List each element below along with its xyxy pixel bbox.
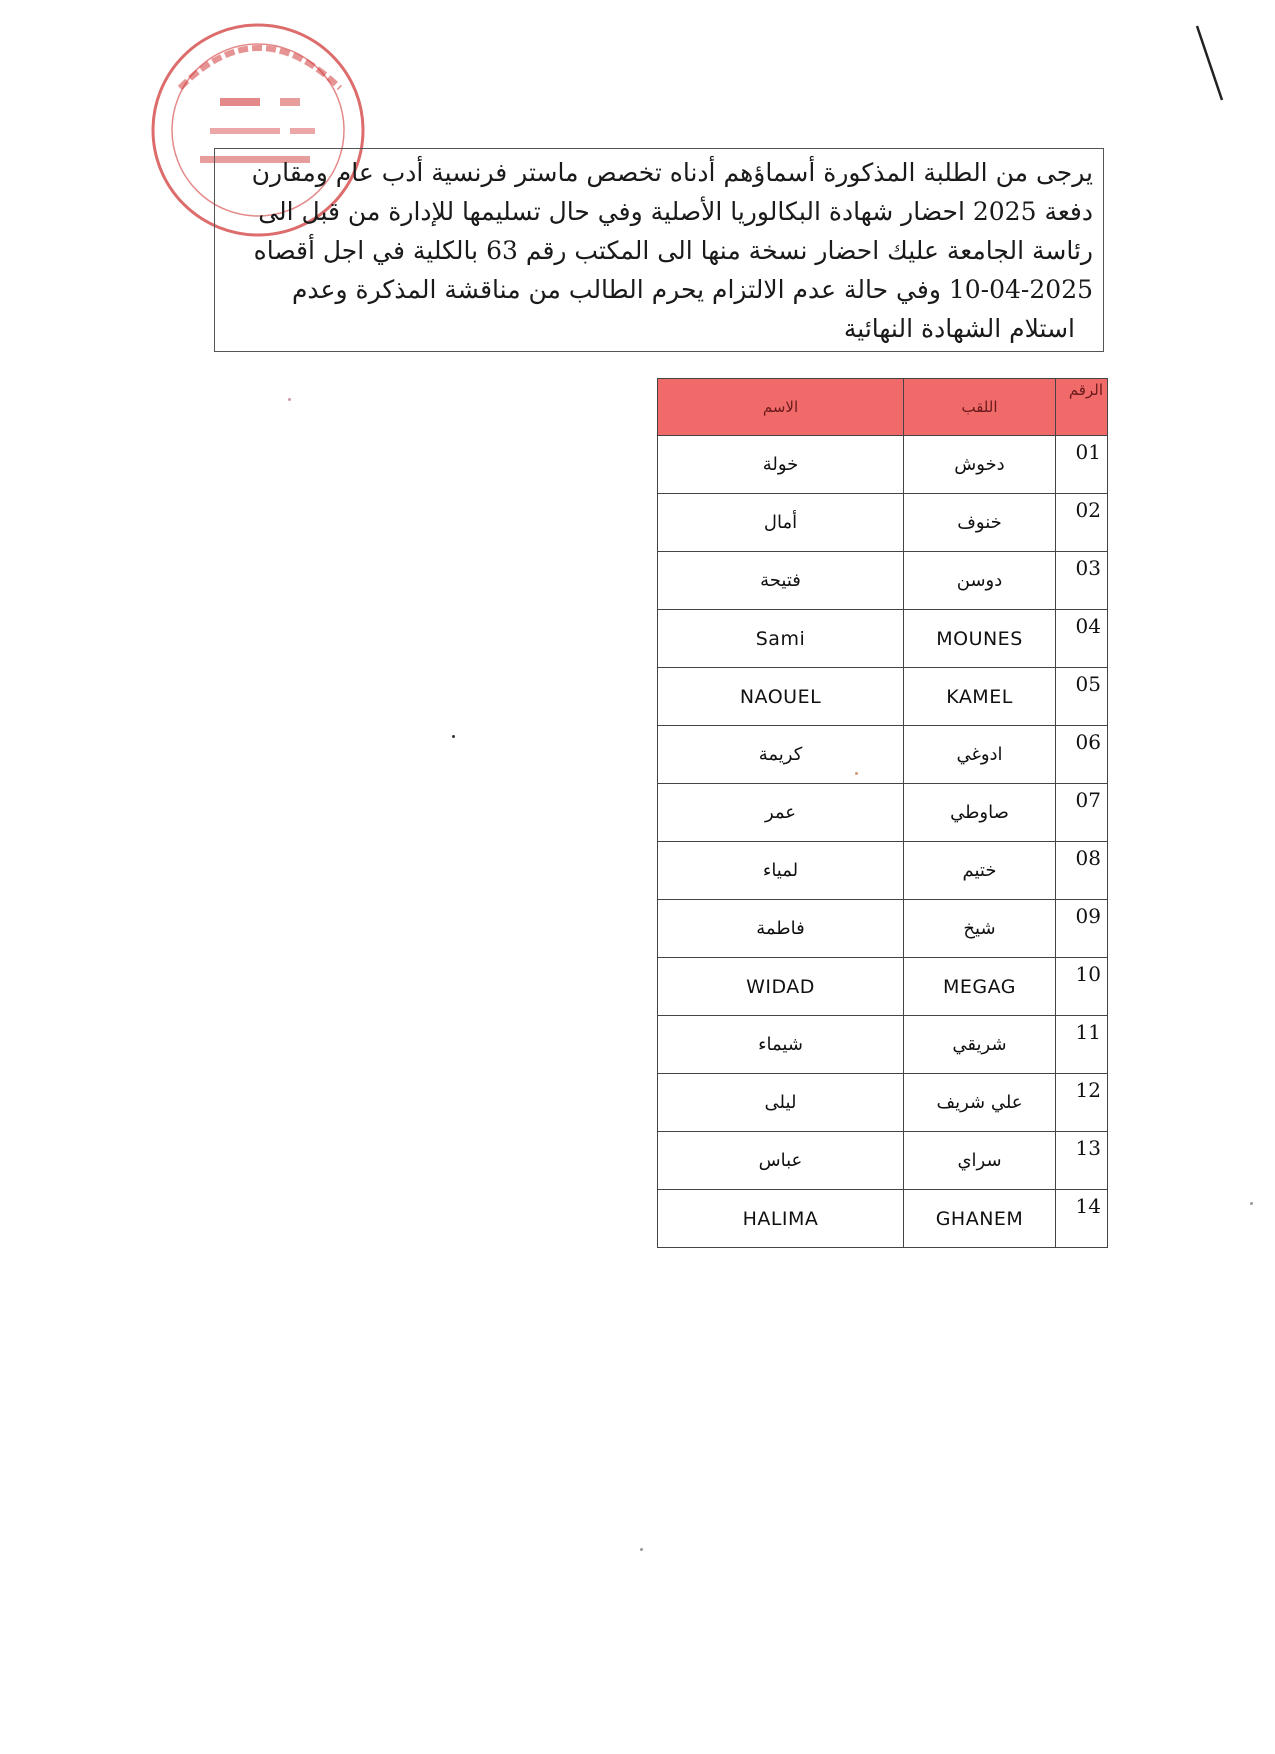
- first-name-cell: كريمة: [658, 726, 904, 784]
- row-number: 12: [1056, 1074, 1108, 1132]
- last-name-cell: MEGAG: [904, 958, 1056, 1016]
- row-number: 02: [1056, 494, 1108, 552]
- table-row: [658, 552, 1108, 610]
- notice-line: رئاسة الجامعة عليك احضار نسخة منها الى المكتب رقم 63 بالكلية في اجل أقصاه: [253, 236, 1093, 265]
- table-row: [658, 494, 1108, 552]
- scan-speck: [452, 735, 455, 738]
- header-last-name: اللقب: [904, 379, 1056, 436]
- table-row: [658, 668, 1108, 726]
- last-name-cell: شريقي: [904, 1016, 1056, 1074]
- last-name-cell: دوسن: [904, 552, 1056, 610]
- notice-text: [223, 153, 1093, 348]
- last-name-cell: MOUNES: [904, 610, 1056, 668]
- row-number: 11: [1056, 1016, 1108, 1074]
- last-name-cell: سراي: [904, 1132, 1056, 1190]
- row-number: 09: [1056, 900, 1108, 958]
- last-name-cell: علي شريف: [904, 1074, 1056, 1132]
- table-row: [658, 610, 1108, 668]
- notice-line: 10-04-2025 وفي حالة عدم الالتزام يحرم الطالب من مناقشة المذكرة وعدم: [291, 275, 1093, 304]
- first-name-cell: عباس: [658, 1132, 904, 1190]
- table-row: [658, 1074, 1108, 1132]
- row-number: 04: [1056, 610, 1108, 668]
- first-name-cell: HALIMA: [658, 1190, 904, 1248]
- notice-line: دفعة 2025 احضار شهادة البكالوريا الأصلية وفي حال تسليمها للإدارة من قبل الى: [258, 197, 1093, 226]
- last-name-cell: KAMEL: [904, 668, 1056, 726]
- table-row: [658, 436, 1108, 494]
- table-row: [658, 1132, 1108, 1190]
- first-name-cell: فتيحة: [658, 552, 904, 610]
- student-list-table: [657, 378, 1108, 1248]
- last-name-cell: صاوطي: [904, 784, 1056, 842]
- row-number: 01: [1056, 436, 1108, 494]
- last-name-cell: ادوغي: [904, 726, 1056, 784]
- scan-speck: [288, 398, 291, 401]
- last-name-cell: خنوف: [904, 494, 1056, 552]
- first-name-cell: خولة: [658, 436, 904, 494]
- first-name-cell: WIDAD: [658, 958, 904, 1016]
- row-number: 07: [1056, 784, 1108, 842]
- last-name-cell: ختيم: [904, 842, 1056, 900]
- scan-speck: [640, 1548, 643, 1551]
- notice-box: [214, 148, 1104, 352]
- table-header-row: [658, 379, 1108, 436]
- last-name-cell: دخوش: [904, 436, 1056, 494]
- table-row: [658, 1190, 1108, 1248]
- notice-line: استلام الشهادة النهائية: [843, 314, 1075, 343]
- notice-line: يرجى من الطلبة المذكورة أسماؤهم أدناه تخصص ماستر فرنسية أدب عام ومقارن: [251, 158, 1093, 187]
- table-row: [658, 900, 1108, 958]
- first-name-cell: لمياء: [658, 842, 904, 900]
- row-number: 06: [1056, 726, 1108, 784]
- row-number: 13: [1056, 1132, 1108, 1190]
- table-row: [658, 958, 1108, 1016]
- first-name-cell: Sami: [658, 610, 904, 668]
- row-number: 10: [1056, 958, 1108, 1016]
- row-number: 03: [1056, 552, 1108, 610]
- first-name-cell: ليلى: [658, 1074, 904, 1132]
- table-row: [658, 842, 1108, 900]
- table-row: [658, 1016, 1108, 1074]
- header-number: الرقم: [1056, 379, 1108, 436]
- first-name-cell: فاطمة: [658, 900, 904, 958]
- first-name-cell: أمال: [658, 494, 904, 552]
- table-row: [658, 726, 1108, 784]
- first-name-cell: عمر: [658, 784, 904, 842]
- row-number: 05: [1056, 668, 1108, 726]
- scan-speck: [855, 772, 858, 775]
- scan-speck: [1250, 1202, 1253, 1205]
- row-number: 08: [1056, 842, 1108, 900]
- table-row: [658, 784, 1108, 842]
- row-number: 14: [1056, 1190, 1108, 1248]
- first-name-cell: NAOUEL: [658, 668, 904, 726]
- last-name-cell: GHANEM: [904, 1190, 1056, 1248]
- header-first-name: الاسم: [658, 379, 904, 436]
- first-name-cell: شيماء: [658, 1016, 904, 1074]
- last-name-cell: شيخ: [904, 900, 1056, 958]
- pen-stroke-mark: [1195, 24, 1225, 104]
